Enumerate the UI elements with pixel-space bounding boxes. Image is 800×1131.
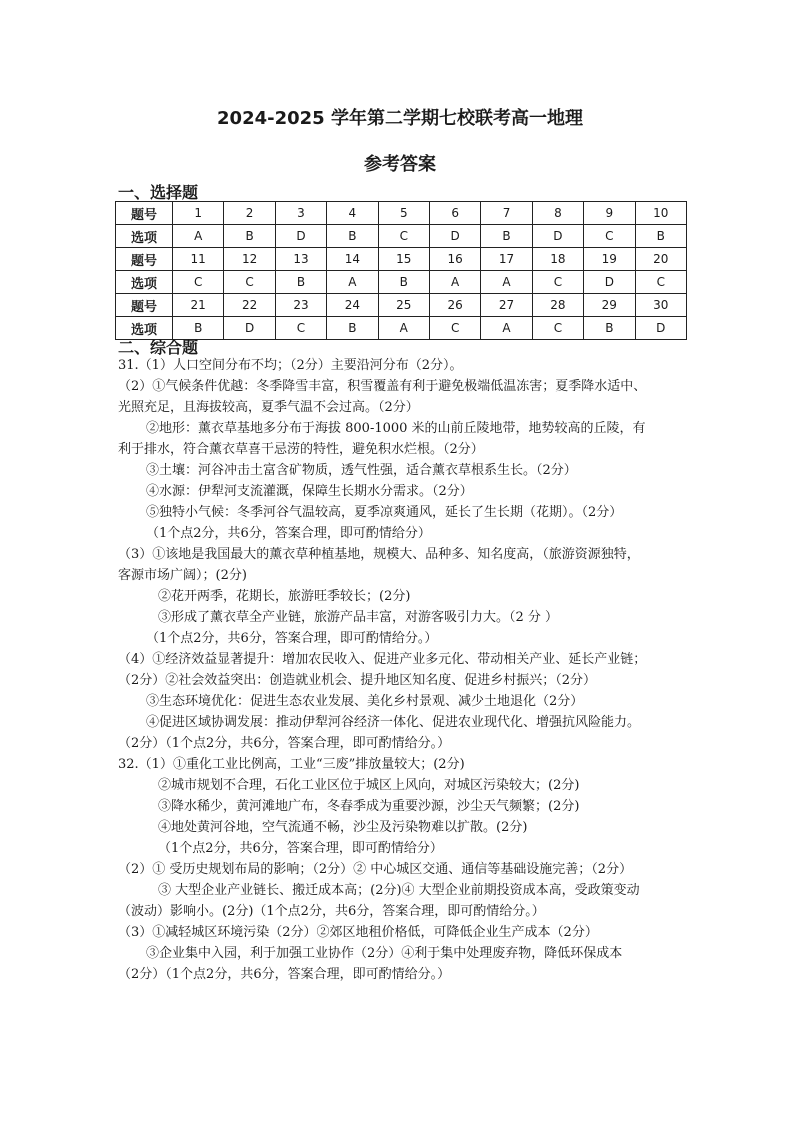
table-header-cell: 题号 [116, 202, 173, 225]
answer-line: ②花开两季，花期长，旅游旺季较长；(2分) [158, 589, 411, 604]
answer-cell: A [378, 317, 429, 340]
question-number-cell: 17 [481, 248, 532, 271]
question-number-cell: 24 [327, 294, 378, 317]
answer-line: 光照充足，且海拔较高，夏季气温不会过高。（2分） [118, 400, 419, 415]
answer-line: 31.（1）人口空间分布不均；（2分）主要沿河分布（2分）。 [118, 358, 463, 373]
answer-cell: D [429, 225, 480, 248]
section-heading-choice: 一、选择题 [118, 183, 199, 202]
question-number-cell: 22 [224, 294, 275, 317]
answer-line: （4）①经济效益显著提升：增加农民收入、促进产业多元化、带动相关产业、延长产业链； [118, 652, 647, 667]
answer-line: ③企业集中入园，利于加强工业协作（2分）④利于集中处理废弃物，降低环保成本 [146, 946, 623, 961]
question-number-cell: 11 [173, 248, 224, 271]
question-number-cell: 29 [584, 294, 635, 317]
question-number-cell: 14 [327, 248, 378, 271]
answer-line: （1个点2分，共6分，答案合理，即可酌情给分） [158, 841, 443, 856]
table-header-cell: 题号 [116, 248, 173, 271]
answer-line: 客源市场广阔）；(2分) [118, 568, 247, 583]
question-number-cell: 12 [224, 248, 275, 271]
answer-line: ⑤独特小气候：冬季河谷气温较高，夏季凉爽通风，延长了生长期（花期）。（2分） [146, 505, 623, 520]
question-number-cell: 30 [635, 294, 686, 317]
answer-line: （2）①气候条件优越：冬季降雪丰富，积雪覆盖有利于避免极端低温冻害；夏季降水适中、 [118, 379, 647, 394]
answer-cell: A [429, 271, 480, 294]
answer-cell: D [532, 225, 583, 248]
answer-cell: B [173, 317, 224, 340]
answer-line: ④地处黄河谷地，空气流通不畅，沙尘及污染物难以扩散。(2分) [158, 820, 528, 835]
answer-cell: C [224, 271, 275, 294]
answer-cell: A [481, 317, 532, 340]
question-number-cell: 5 [378, 202, 429, 225]
question-number-cell: 10 [635, 202, 686, 225]
answer-line: ③形成了薰衣草全产业链，旅游产品丰富，对游客吸引力大。（2 分 ） [158, 610, 559, 625]
answer-line: ④水源：伊犁河支流灌溉，保障生长期水分需求。（2分） [146, 484, 473, 499]
question-number-cell: 18 [532, 248, 583, 271]
answer-cell: C [584, 225, 635, 248]
answer-cell: B [224, 225, 275, 248]
answer-cell: A [173, 225, 224, 248]
answer-cell: D [584, 271, 635, 294]
answer-cell: C [635, 271, 686, 294]
question-number-cell: 2 [224, 202, 275, 225]
answer-line: （1个点2分，共6分，答案合理，即可酌情给分） [146, 526, 431, 541]
answer-cell: D [635, 317, 686, 340]
answer-cell: C [378, 225, 429, 248]
question-number-cell: 16 [429, 248, 480, 271]
answer-cell: B [481, 225, 532, 248]
answer-table [115, 201, 687, 340]
question-number-cell: 25 [378, 294, 429, 317]
answer-cell: C [532, 271, 583, 294]
answer-cell: A [327, 271, 378, 294]
answer-line: ③土壤：河谷冲击土富含矿物质，透气性强，适合薰衣草根系生长。（2分） [146, 463, 577, 478]
answer-cell: D [275, 225, 326, 248]
question-number-cell: 19 [584, 248, 635, 271]
answer-line: ③降水稀少，黄河滩地广布，冬春季成为重要沙源，沙尘天气频繁；(2分) [158, 799, 580, 814]
answer-cell: B [378, 271, 429, 294]
answer-line: （2分）（1个点2分，共6分，答案合理，即可酌情给分。） [118, 967, 451, 982]
question-number-cell: 3 [275, 202, 326, 225]
answer-line: ②地形：薰衣草基地多分布于海拔 800-1000 米的山前丘陵地带，地势较高的丘陵，有 [146, 421, 646, 436]
answer-cell: B [327, 317, 378, 340]
table-row-numbers [116, 248, 687, 271]
answer-line: 利于排水，符合薰衣草喜干忌涝的特性，避免积水烂根。（2分） [118, 442, 484, 457]
question-number-cell: 9 [584, 202, 635, 225]
answer-cell: C [429, 317, 480, 340]
question-number-cell: 15 [378, 248, 429, 271]
answer-body [118, 355, 688, 985]
answer-line: 32.（1）①重化工业比例高，工业“三废”排放量较大；(2分) [118, 757, 465, 772]
answer-cell: A [481, 271, 532, 294]
question-number-cell: 1 [173, 202, 224, 225]
answer-line: （2分）②社会效益突出：创造就业机会、提升地区知名度、促进乡村振兴；（2分） [118, 673, 597, 688]
question-number-cell: 6 [429, 202, 480, 225]
table-header-cell: 选项 [116, 317, 173, 340]
answer-line: （2分）（1个点2分，共6分，答案合理，即可酌情给分。） [118, 736, 451, 751]
answer-cell: C [173, 271, 224, 294]
question-number-cell: 4 [327, 202, 378, 225]
question-number-cell: 23 [275, 294, 326, 317]
table-header-cell: 选项 [116, 271, 173, 294]
page-title: 2024-2025 学年第二学期七校联考高一地理 [217, 108, 583, 129]
answer-line: （2）① 受历史规划布局的影响；（2分）② 中心城区交通、通信等基础设施完善；（2分） [118, 862, 633, 877]
question-number-cell: 26 [429, 294, 480, 317]
answer-line: ③ 大型企业产业链长、搬迁成本高；(2分)④ 大型企业前期投资成本高，受政策变动 [158, 883, 640, 898]
answer-cell: C [275, 317, 326, 340]
table-header-cell: 题号 [116, 294, 173, 317]
table-header-cell: 选项 [116, 225, 173, 248]
answer-cell: B [635, 225, 686, 248]
page-subtitle: 参考答案 [364, 154, 436, 175]
answer-line: ③生态环境优化：促进生态农业发展、美化乡村景观、减少土地退化（2分） [146, 694, 584, 709]
table-row-answers [116, 225, 687, 248]
answer-cell: B [584, 317, 635, 340]
answer-line: ④促进区域协调发展：推动伊犁河谷经济一体化、促进农业现代化、增强抗风险能力。 [146, 715, 641, 730]
table-row-answers [116, 317, 687, 340]
answer-cell: B [327, 225, 378, 248]
answer-line: （3）①该地是我国最大的薰衣草种植基地，规模大、品种多、知名度高，（旅游资源独特， [118, 547, 640, 562]
answer-cell: D [224, 317, 275, 340]
answer-line: （波动）影响小。(2分)（1个点2分，共6分，答案合理，即可酌情给分。） [118, 904, 545, 919]
answer-cell: B [275, 271, 326, 294]
table-row-answers [116, 271, 687, 294]
question-number-cell: 13 [275, 248, 326, 271]
section-heading-comprehensive: 二、综合题 [118, 338, 199, 357]
answer-line: ②城市规划不合理，石化工业区位于城区上风向，对城区污染较大；(2分) [158, 778, 580, 793]
question-number-cell: 27 [481, 294, 532, 317]
table-row-numbers [116, 202, 687, 225]
answer-cell: C [532, 317, 583, 340]
question-number-cell: 7 [481, 202, 532, 225]
question-number-cell: 21 [173, 294, 224, 317]
answer-line: （1个点2分，共6分，答案合理，即可酌情给分。） [146, 631, 438, 646]
answer-line: （3）①减轻城区环境污染（2分）②郊区地租价格低，可降低企业生产成本（2分） [118, 925, 598, 940]
table-row-numbers [116, 294, 687, 317]
question-number-cell: 20 [635, 248, 686, 271]
question-number-cell: 28 [532, 294, 583, 317]
question-number-cell: 8 [532, 202, 583, 225]
